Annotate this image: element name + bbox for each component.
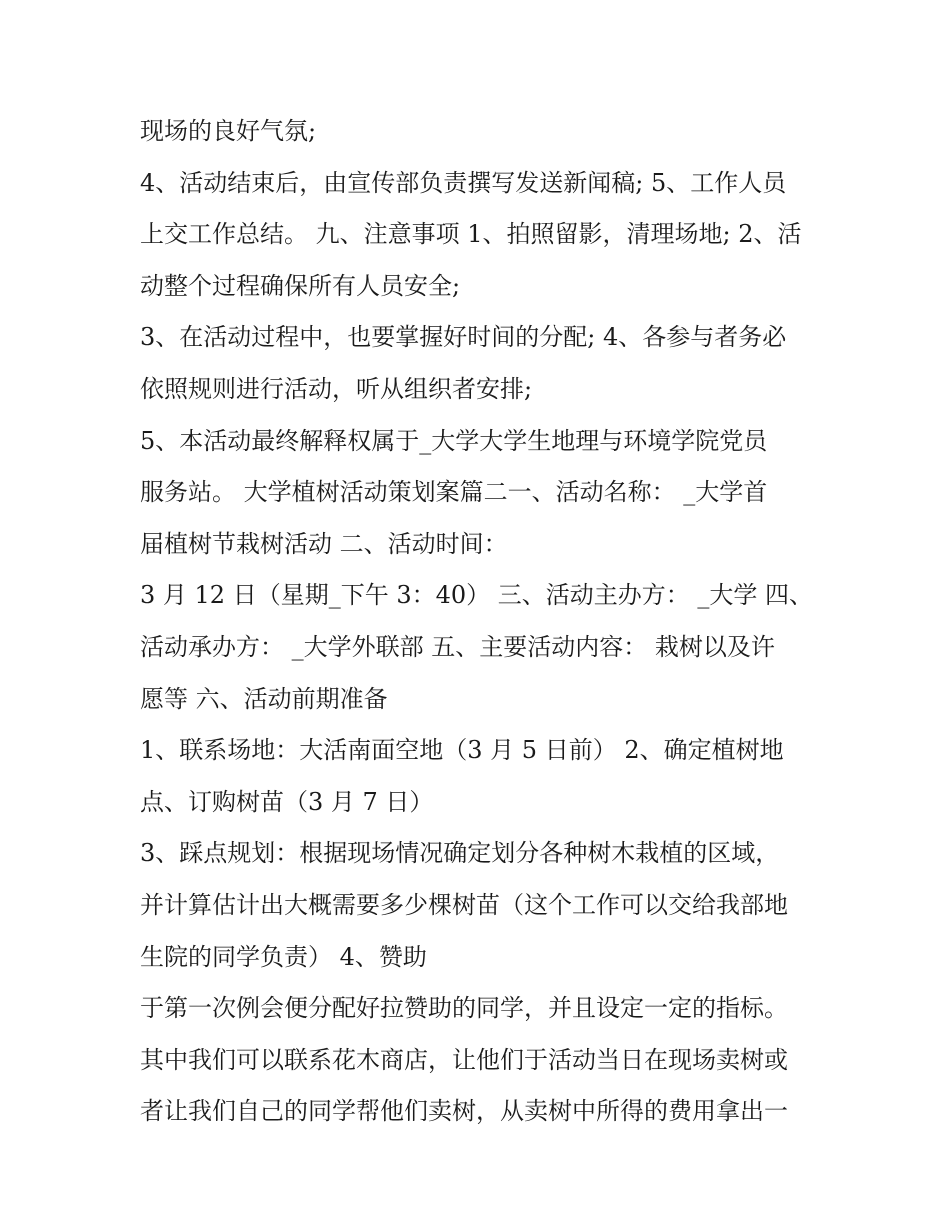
text-line: 4、活动结束后，由宣传部负责撰写发送新闻稿; 5、工作人员 [140, 168, 787, 197]
text-line: 1、联系场地：大活南面空地（3 月 5 日前） 2、确定植树地 [140, 736, 784, 765]
text-line: 其中我们可以联系花木商店，让他们于活动当日在现场卖树或 [140, 1045, 788, 1074]
text-line: 上交工作总结。 九、注意事项 1、拍照留影，清理场地; 2、活 [140, 220, 802, 249]
text-line: 者让我们自己的同学帮他们卖树，从卖树中所得的费用拿出一 [140, 1097, 788, 1126]
text-line: 动整个过程确保所有人员安全; [140, 271, 461, 300]
text-line: 3、在活动过程中，也要掌握好时间的分配; 4、各参与者务必 [140, 323, 787, 352]
text-line: 依照规则进行活动，听从组织者安排; [140, 374, 533, 403]
text-line: 3、踩点规划：根据现场情况确定划分各种树木栽植的区域， [140, 839, 780, 868]
text-line: 活动承办方： _大学外联部 五、主要活动内容： 栽树以及许 [140, 632, 775, 661]
text-line: 点、订购树苗（3 月 7 日） [140, 787, 434, 816]
text-line: 现场的良好气氛; [140, 117, 317, 145]
text-line: 于第一次例会便分配好拉赞助的同学，并且设定一定的指标。 [140, 994, 788, 1023]
text-line: 生院的同学负责） 4、赞助 [140, 942, 427, 971]
text-line: 并计算估计出大概需要多少棵树苗（这个工作可以交给我部地 [140, 890, 788, 919]
text-line: 愿等 六、活动前期准备 [140, 684, 388, 713]
document-body [140, 106, 820, 1138]
text-line: 3 月 12 日（星期_下午 3：40） 三、活动主办方： _大学 四、 [140, 581, 814, 610]
text-line: 5、本活动最终解释权属于_大学大学生地理与环境学院党员 [140, 426, 768, 455]
text-line: 届植树节栽树活动 二、活动时间： [140, 529, 508, 558]
text-line: 服务站。 大学植树活动策划案篇二一、活动名称： _大学首 [140, 478, 768, 507]
